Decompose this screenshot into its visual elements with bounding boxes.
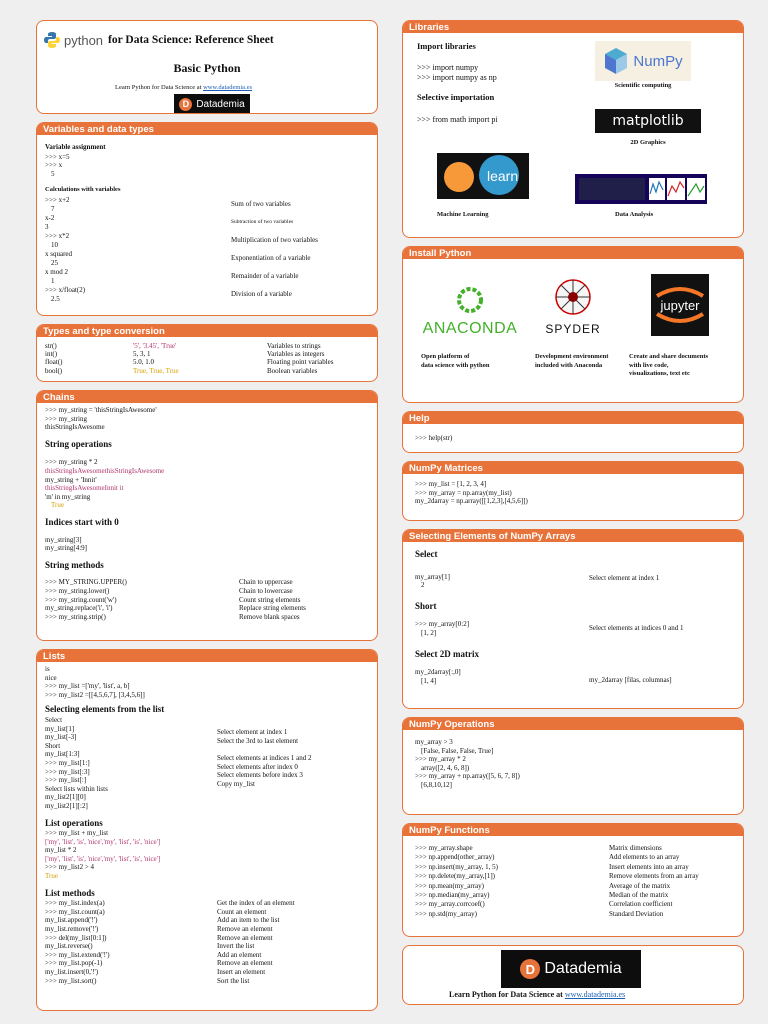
method-row — [45, 959, 369, 968]
code-output: [1, 4] — [421, 676, 437, 685]
type-val: '5', '3.45', 'True' — [133, 342, 177, 350]
numpy-logo — [595, 41, 691, 81]
title-card — [36, 20, 378, 114]
code-line: >>> my_array * 2 — [415, 755, 466, 764]
code-output: 25 — [51, 258, 58, 267]
method-row — [45, 613, 369, 622]
code-output: [1, 2] — [421, 628, 437, 637]
method-row — [45, 899, 369, 908]
selective-import-title: Selective importation — [417, 92, 495, 102]
func-desc: Insert elements into an array — [609, 862, 689, 871]
help-section — [402, 411, 744, 453]
numpy-functions-section — [402, 823, 744, 937]
jupyter-desc — [629, 353, 708, 379]
jupyter-wordmark: jupyter — [660, 297, 700, 313]
calc-desc: Division of a variable — [231, 289, 292, 298]
code-line: >>> my_string — [45, 414, 87, 423]
func-row — [415, 882, 731, 891]
method-code: >>> my_string.count('w') — [45, 595, 117, 604]
code-line: >>> x=5 — [45, 152, 70, 161]
code-line: >>> x*2 — [45, 231, 70, 240]
method-row — [45, 934, 369, 943]
anaconda-ring-icon — [455, 285, 485, 315]
code-line: Select lists within lists — [45, 784, 108, 793]
code-output: thisStringIsAwesomeInnit it — [45, 484, 124, 493]
func-code: >>> np.mean(my_array) — [415, 881, 484, 890]
code-line: >>> my_list2 > 4 — [45, 863, 95, 872]
calc-title: Calculations with variables — [45, 186, 121, 194]
footer-datademia-d-icon: D — [520, 959, 540, 979]
select-desc: Select element at index 1 — [217, 727, 288, 736]
select-list-block — [45, 716, 369, 811]
footer-card — [402, 945, 744, 1005]
method-desc: Add an item to the list — [217, 916, 280, 925]
code-line: >>> my_list[:] — [45, 776, 87, 785]
method-row — [45, 925, 369, 934]
numpy-select-header: Selecting Elements of NumPy Arrays — [403, 530, 743, 542]
method-desc: Remove blank spaces — [239, 612, 300, 621]
method-desc: Sort the list — [217, 976, 250, 985]
type-fn: str() — [45, 342, 57, 350]
np-short-desc: Select elements at indices 0 and 1 — [589, 624, 684, 632]
code-line: my_list2[1][:2] — [45, 801, 88, 810]
code-output: 2.5 — [51, 294, 60, 303]
method-code: >>> MY_STRING.UPPER() — [45, 578, 127, 587]
code-line: >>> x — [45, 161, 63, 170]
method-code: >>> my_list.count(a) — [45, 907, 105, 916]
method-row — [45, 578, 369, 587]
indices-title: Indices start with 0 — [45, 516, 119, 527]
numpy-ops-header: NumPy Operations — [403, 718, 743, 730]
code-line: 'm' in my_string — [45, 492, 91, 501]
code-line: x-2 — [45, 213, 55, 222]
chains-header: Chains — [37, 391, 377, 403]
calc-desc: Sum of two variables — [231, 199, 291, 208]
matplotlib-caption: 2D Graphics — [630, 139, 666, 146]
type-row — [45, 367, 369, 375]
method-code: >>> my_list.sort() — [45, 976, 97, 985]
code-output: thisStringIsAwesomethisStringIsAwesome — [45, 466, 165, 475]
method-code: >>> my_string.strip() — [45, 612, 106, 621]
func-code: >>> np.std(my_array) — [415, 909, 477, 918]
code-line: my_list[-3] — [45, 733, 77, 742]
code-line: thisStringIsAwesome — [45, 423, 105, 432]
page-subtitle: Basic Python — [173, 61, 241, 75]
func-code: >>> np.delete(my_array,[1]) — [415, 872, 495, 881]
calc-desc: Subtraction of two variables — [231, 218, 294, 225]
method-code: my_string.replace('i', 'i') — [45, 604, 113, 613]
code-output: 7 — [51, 204, 55, 213]
method-desc: Chain to uppercase — [239, 578, 293, 587]
code-output: 1 — [51, 276, 55, 285]
help-header: Help — [403, 412, 743, 424]
method-code: >>> del(my_list[0:1]) — [45, 933, 107, 942]
code-line: is — [45, 665, 50, 673]
method-desc: Remove an element — [217, 959, 273, 968]
type-row — [45, 342, 369, 350]
type-val: 5, 3, 1 — [133, 350, 151, 359]
method-code: >>> my_list.index(a) — [45, 899, 105, 908]
code-line: >>> from math import pi — [417, 115, 498, 124]
pandas-caption: Data Analysis — [615, 211, 654, 218]
footer-logo-text: Datademia — [544, 960, 622, 977]
footer-learn-text: Learn Python for Data Science at — [449, 990, 563, 999]
code-line: >>> my_string * 2 — [45, 458, 98, 467]
method-code: my_list.insert(0,'!') — [45, 968, 99, 976]
numpy-ops-section — [402, 717, 744, 815]
code-line: x mod 2 — [45, 267, 68, 276]
code-line: my_list[1] — [45, 724, 75, 733]
variables-section — [36, 122, 378, 316]
type-desc: Floating point variables — [267, 358, 334, 367]
method-desc: Add an element — [217, 950, 262, 959]
datademia-logo-text: Datademia — [196, 98, 245, 110]
code-line: >>> my_string = 'thisStringIsAwesome' — [45, 406, 157, 414]
func-row — [415, 910, 731, 919]
code-line: my_string[4:9] — [45, 544, 87, 553]
code-output: ['my', 'list', 'is', 'nice','my', 'list', 'is', 'nice'] — [45, 837, 161, 846]
numpy-matrices-header: NumPy Matrices — [403, 462, 743, 474]
code-line: x squared — [45, 249, 73, 258]
scikit-learn-icon — [437, 153, 529, 199]
title-heading: for Data Science: Reference Sheet — [108, 34, 274, 46]
type-row — [45, 350, 369, 358]
spyder-wordmark: SPYDER — [545, 322, 601, 336]
code-line: my_string[3] — [45, 535, 82, 544]
func-code: >>> np.median(my_array) — [415, 891, 490, 900]
anaconda-wordmark: ANACONDA — [422, 320, 518, 337]
code-line: my_array[1] — [415, 572, 450, 581]
code-output: 10 — [51, 240, 58, 249]
list-methods-title: List methods — [45, 887, 95, 898]
spyder-logo — [541, 277, 605, 336]
string-ops-title: String operations — [45, 438, 112, 449]
type-fn: float() — [45, 358, 63, 367]
libraries-section — [402, 20, 744, 238]
method-row — [45, 587, 369, 596]
method-desc: Count string elements — [239, 595, 301, 604]
numpy-select-section — [402, 529, 744, 709]
method-code: my_list.append('!') — [45, 916, 98, 925]
type-desc: Variables to strings — [267, 342, 321, 350]
numpy-cube-icon — [603, 46, 629, 76]
code-line: >>> help(str) — [415, 434, 453, 442]
matplotlib-logo-text: matplotlib — [612, 113, 684, 129]
func-desc: Add elements to an array — [609, 853, 680, 862]
code-line: my_list[1:3] — [45, 750, 80, 759]
select-desc: Copy my_list — [217, 779, 255, 788]
np-select-title: Select — [415, 549, 438, 559]
code-line: nice — [45, 673, 57, 682]
calc-desc: Exponentiation of a variable — [231, 253, 311, 262]
desc-line: with live code, — [629, 361, 669, 369]
method-row — [45, 951, 369, 960]
method-code: my_list.reverse() — [45, 942, 93, 951]
func-row — [415, 872, 731, 881]
method-row — [45, 596, 369, 605]
method-row — [45, 604, 369, 613]
anaconda-desc — [421, 353, 489, 370]
np-short-title: Short — [415, 600, 437, 611]
code-output: [6,8,10,12] — [421, 780, 452, 789]
numpy-caption: Scientific computing — [614, 82, 672, 89]
code-line: my_string + 'Innit' — [45, 475, 97, 484]
scikit-learn-logo — [437, 153, 529, 199]
code-line: >>> import numpy — [417, 63, 479, 72]
method-code: >>> my_list.extend('!') — [45, 950, 110, 959]
code-line: my_2darray[:,0] — [415, 668, 461, 677]
datademia-d-icon: D — [179, 98, 192, 111]
code-line: >>> my_list = [1, 2, 3, 4] — [415, 480, 487, 488]
method-desc: Invert the list — [217, 942, 255, 951]
func-row — [415, 844, 731, 853]
func-row — [415, 891, 731, 900]
method-row — [45, 916, 369, 925]
type-desc: Variables as integers — [267, 350, 325, 359]
func-desc: Remove elements from an array — [609, 872, 699, 881]
func-desc: Matrix dimensions — [609, 844, 662, 852]
np-2d-desc: my_2darray [filas, columnas] — [589, 676, 672, 684]
func-code: >>> my_array.corrcoef() — [415, 900, 485, 909]
desc-line: included with Anaconda — [535, 361, 603, 369]
datademia-link[interactable]: www.datademia.es — [203, 84, 253, 91]
code-line: >>> my_list[:3] — [45, 767, 90, 776]
method-row — [45, 942, 369, 951]
pandas-logo — [575, 174, 707, 204]
func-row — [415, 853, 731, 862]
types-section — [36, 324, 378, 382]
code-output: 3 — [45, 222, 49, 231]
chains-section — [36, 390, 378, 641]
method-desc: Replace string elements — [239, 604, 306, 613]
type-fn: int() — [45, 350, 58, 359]
func-desc: Average of the matrix — [609, 881, 671, 890]
calc-desc: Remainder of a variable — [231, 271, 299, 280]
method-desc: Remove an element — [217, 933, 273, 942]
spyder-desc — [535, 353, 608, 370]
code-output: ['my', 'list', 'is', 'nice','my', 'list', 'is', 'nice'] — [45, 854, 161, 863]
code-line: >>> my_list[1:] — [45, 758, 90, 767]
variables-header: Variables and data types — [37, 123, 377, 135]
type-val: 5.0, 1.0 — [133, 358, 154, 367]
np-select-desc: Select element at index 1 — [589, 574, 660, 582]
code-line: >>> my_array + np.array([5, 6, 7, 8]) — [415, 772, 520, 781]
np-2d-title: Select 2D matrix — [415, 648, 479, 659]
code-output: array([2, 4, 6, 8]) — [421, 763, 470, 772]
code-line: my_array > 3 — [415, 738, 453, 746]
datademia-logo — [174, 94, 250, 114]
code-line: >>> my_list + my_list — [45, 829, 109, 838]
method-row — [45, 977, 369, 986]
assign-title: Variable assignment — [45, 143, 106, 151]
func-code: >>> np.insert(my_array, 1, 5) — [415, 862, 498, 871]
select-list-title: Selecting elements from the list — [45, 704, 165, 715]
select-desc: Select the 3rd to last element — [217, 736, 299, 745]
pandas-chart-icon — [575, 174, 707, 204]
method-desc: Count an element — [217, 907, 267, 916]
code-line: Select — [45, 715, 63, 724]
desc-line: Open platform of — [421, 353, 470, 360]
type-fn: bool() — [45, 366, 63, 375]
code-line: my_2darray = np.array([[1,2,3],[4,5,6]]) — [415, 497, 528, 506]
code-line: 5 — [51, 169, 55, 178]
desc-line: Create and share documents — [629, 353, 709, 360]
desc-line: Development environment — [535, 353, 609, 360]
method-desc: Insert an element — [217, 968, 266, 976]
spyder-web-icon — [553, 277, 593, 317]
method-code: my_list.remove('!') — [45, 925, 99, 934]
select-desc: Select elements at indices 1 and 2 — [217, 753, 312, 762]
type-desc: Boolean variables — [267, 366, 318, 375]
code-line: >>> my_list2 =[[4,5,6,7], [3,4,5,6]] — [45, 690, 145, 699]
code-line: Short — [45, 741, 61, 750]
learn-text: Learn Python for Data Science at — [115, 84, 202, 91]
numpy-functions-header: NumPy Functions — [403, 824, 743, 836]
calc-rows — [45, 196, 369, 304]
func-code: >>> np.append(other_array) — [415, 853, 495, 862]
code-line: >>> x+2 — [45, 195, 70, 204]
code-line: >>> import numpy as np — [417, 73, 497, 82]
method-row — [45, 968, 369, 977]
method-desc: Remove an element — [217, 925, 273, 934]
lists-header: Lists — [37, 650, 377, 662]
libraries-header: Libraries — [403, 21, 743, 33]
code-output: True — [45, 872, 58, 881]
string-methods-title: String methods — [45, 559, 104, 570]
svg-text:learn: learn — [487, 168, 519, 184]
numpy-matrices-section — [402, 461, 744, 521]
code-line: >>> my_list =['my', 'list', a, b] — [45, 682, 130, 691]
install-header: Install Python — [403, 247, 743, 259]
desc-line: visualizations, text etc — [629, 370, 690, 377]
jupyter-logo — [651, 274, 709, 336]
code-line: my_list * 2 — [45, 846, 77, 855]
type-val: True, True, True — [133, 366, 179, 375]
method-desc: Chain to lowercase — [239, 586, 293, 595]
select-desc: Select elements after index 0 — [217, 762, 298, 771]
desc-line: data science with python — [421, 361, 490, 369]
types-header: Types and type conversion — [37, 325, 377, 337]
list-ops-title: List operations — [45, 817, 103, 828]
method-code: >>> my_list.pop(-1) — [45, 959, 103, 968]
code-output: True — [51, 501, 64, 510]
type-row — [45, 358, 369, 366]
footer-datademia-logo — [501, 950, 641, 988]
install-section — [402, 246, 744, 403]
func-row — [415, 863, 731, 872]
anaconda-logo — [415, 285, 525, 338]
numpy-logo-text: NumPy — [633, 52, 683, 70]
code-line: >>> my_array[0:2] — [415, 620, 470, 629]
import-title: Import libraries — [417, 41, 476, 51]
select-desc: Select elements before index 3 — [217, 771, 303, 780]
python-wordmark: python — [64, 32, 104, 48]
code-line: >>> x/float(2) — [45, 285, 86, 294]
code-line: my_list2[1][0] — [45, 793, 86, 802]
code-output: [False, False, False, True] — [421, 746, 494, 755]
matplotlib-logo — [595, 109, 701, 133]
python-logo-icon — [43, 31, 61, 49]
func-desc: Median of the matrix — [609, 891, 669, 900]
func-desc: Standard Deviation — [609, 909, 664, 918]
func-code: >>> my_array.shape — [415, 844, 473, 852]
code-output: 2 — [421, 581, 425, 590]
method-row — [45, 908, 369, 917]
method-code: >>> my_string.lower() — [45, 586, 110, 595]
code-line: >>> my_array = np.array(my_list) — [415, 488, 512, 497]
func-row — [415, 900, 731, 909]
footer-datademia-link[interactable]: www.datademia.es — [564, 990, 626, 999]
method-desc: Get the index of an element — [217, 899, 295, 908]
calc-desc: Multiplication of two variables — [231, 235, 318, 244]
func-desc: Correlation coefficient — [609, 900, 673, 909]
scikit-caption: Machine Learning — [437, 211, 489, 218]
lists-section — [36, 649, 378, 1011]
